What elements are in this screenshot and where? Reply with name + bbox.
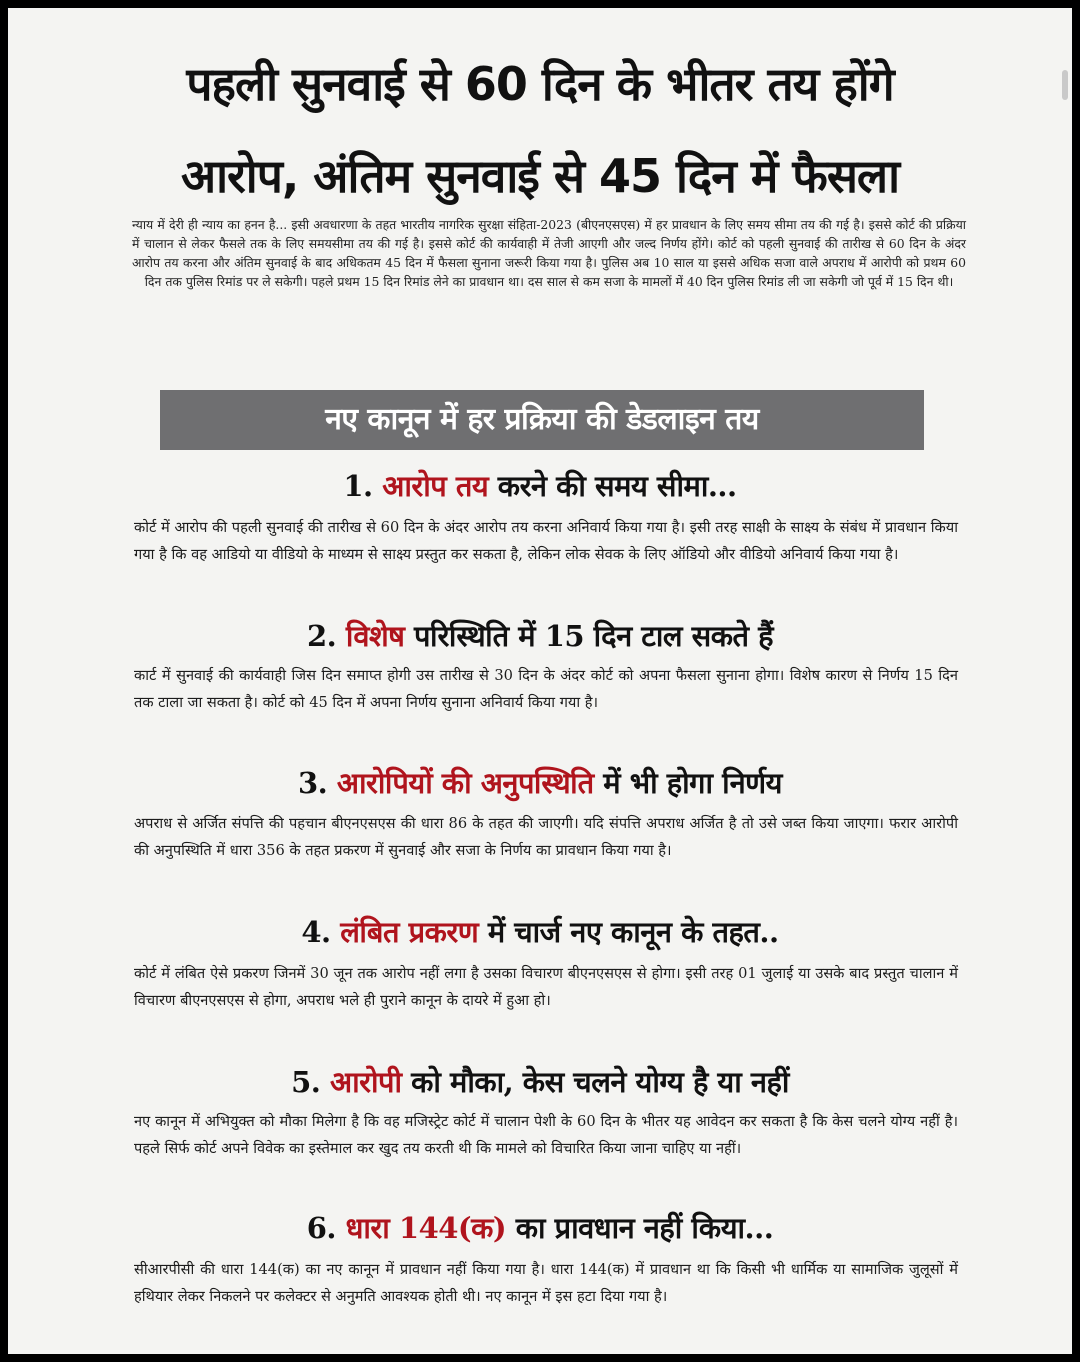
headline-line-2: आरोप, अंतिम सुनवाई से 45 दिन में फैसला	[180, 149, 900, 203]
section-heading-4	[48, 912, 1032, 952]
section-highlight: धारा 144(क)	[345, 1211, 507, 1245]
section-body-2: कार्ट में सुनवाई की कार्यवाही जिस दिन समाप्त होगी उस तारीख से 30 दिन के अंदर कोर्ट को अपना फैसला सुनाना होगा। विशेष कारण से निर्णय 15 दिन तक टाला जा सकता है। कोर्ट को 45 दिन में अपना निर्णय सुनाना अनिवार्य किया गया है।	[134, 667, 958, 711]
intro-paragraph: न्याय में देरी ही न्याय का हनन है... इसी अवधारणा के तहत भारतीय नागरिक सुरक्षा संहिता-2023 (बीएनएसएस) में हर प्रावधान के लिए समय सीमा तय की गई है। इससे कोर्ट की प्रक्रिया में चालान से लेकर फैसले तक के लिए समयसीमा तय की गई है। इससे कोर्ट की कार्यवाही में तेजी आएगी और जल्द निर्णय होंगे। कोर्ट को पहली सुनवाई की तारीख से 60 दिन के अंदर आरोप तय करना और अंतिम सुनवाई के बाद अधिकतम 45 दिन में फैसला सुनाना जरूरी किया गया है। पुलिस अब 10 साल या इससे अधिक सजा वाले अपराध में आरोपी को प्रथम 60 दिन तक पुलिस रिमांड पर ले सकेगी। पहले प्रथम 15 दिन रिमांड लेने का प्रावधान था। दस साल से कम सजा के मामलों में 40 दिन पुलिस रिमांड ली जा सकेगी जो पूर्व में 15 दिन थी।	[132, 217, 966, 289]
section-heading-text: करने की समय सीमा...	[488, 469, 737, 503]
section-highlight: लंबित प्रकरण	[340, 915, 479, 949]
section-number: 3.	[298, 766, 328, 800]
headline-line-1: पहली सुनवाई से 60 दिन के भीतर तय होंगे	[186, 57, 894, 111]
section-heading-text: परिस्थिति में 15 दिन टाल सकते हैं	[404, 619, 774, 653]
section-banner: नए कानून में हर प्रक्रिया की डेडलाइन तय	[160, 390, 924, 450]
section-number: 6.	[306, 1211, 336, 1245]
scrollbar-thumb[interactable]	[1062, 70, 1068, 100]
section-heading-2	[48, 616, 1032, 656]
section-heading-text: में भी होगा निर्णय	[593, 766, 782, 800]
section-highlight: आरोपियों की अनुपस्थिति	[336, 766, 594, 800]
section-number: 4.	[301, 915, 331, 949]
section-body-3: अपराध से अर्जित संपत्ति की पहचान बीएनएसएस की धारा 86 के तहत की जाएगी। यदि संपत्ति अपराध अर्जित है तो उसे जब्त किया जाएगा। फरार आरोपी की अनुपस्थिति में धारा 356 के तहत प्रकरण में सुनवाई और सजा के निर्णय का प्रावधान किया गया है।	[134, 815, 958, 859]
section-heading-1	[48, 466, 1032, 506]
section-heading-text: का प्रावधान नहीं किया...	[506, 1211, 774, 1245]
section-body-6: सीआरपीसी की धारा 144(क) का नए कानून में प्रावधान नहीं किया गया है। धारा 144(क) में प्रावधान था कि किसी भी धार्मिक या सामाजिक जुलूसों में हथियार लेकर निकलने पर कलेक्टर से अनुमति आवश्यक होती थी। नए कानून में इस हटा दिया गया है।	[134, 1261, 958, 1305]
section-heading-6	[48, 1208, 1032, 1248]
section-heading-5	[48, 1062, 1032, 1102]
section-heading-text: में चार्ज नए कानून के तहत..	[478, 915, 779, 949]
section-highlight: आरोपी	[330, 1065, 402, 1099]
section-highlight: आरोप तय	[382, 469, 489, 503]
section-body-5: नए कानून में अभियुक्त को मौका मिलेगा है कि वह मजिस्ट्रेट कोर्ट में चालान पेशी के 60 दिन के भीतर यह आवेदन कर सकता है कि केस चलने योग्य नहीं है। पहले सिर्फ कोर्ट अपने विवेक का इस्तेमाल कर खुद तय करती थी कि मामले को विचारित किया जाना चाहिए या नहीं।	[134, 1113, 958, 1157]
section-heading-text: को मौका, केस चलने योग्य है या नहीं	[401, 1065, 789, 1099]
section-number: 5.	[291, 1065, 321, 1099]
section-heading-3	[48, 763, 1032, 803]
section-highlight: विशेष	[345, 619, 405, 653]
section-number: 1.	[343, 469, 373, 503]
section-number: 2.	[306, 619, 337, 653]
headline	[28, 38, 1052, 222]
news-clipping	[8, 8, 1072, 1354]
section-body-1: कोर्ट में आरोप की पहली सुनवाई की तारीख से 60 दिन के अंदर आरोप तय करना अनिवार्य किया गया है। इसी तरह साक्षी के साक्ष्य के संबंध में प्रावधान किया गया है कि वह आडियो या वीडियो के माध्यम से साक्ष्य प्रस्तुत कर सकता है, लेकिन लोक सेवक के लिए ऑडियो और वीडियो अनिवार्य किया गया है।	[134, 519, 958, 563]
section-body-4: कोर्ट में लंबित ऐसे प्रकरण जिनमें 30 जून तक आरोप नहीं लगा है उसका विचारण बीएनएसएस से होगा। इसी तरह 01 जुलाई या उसके बाद प्रस्तुत चालान में विचारण बीएनएसएस से होगा, अपराध भले ही पुराने कानून के दायरे में हुआ हो।	[134, 965, 958, 1009]
